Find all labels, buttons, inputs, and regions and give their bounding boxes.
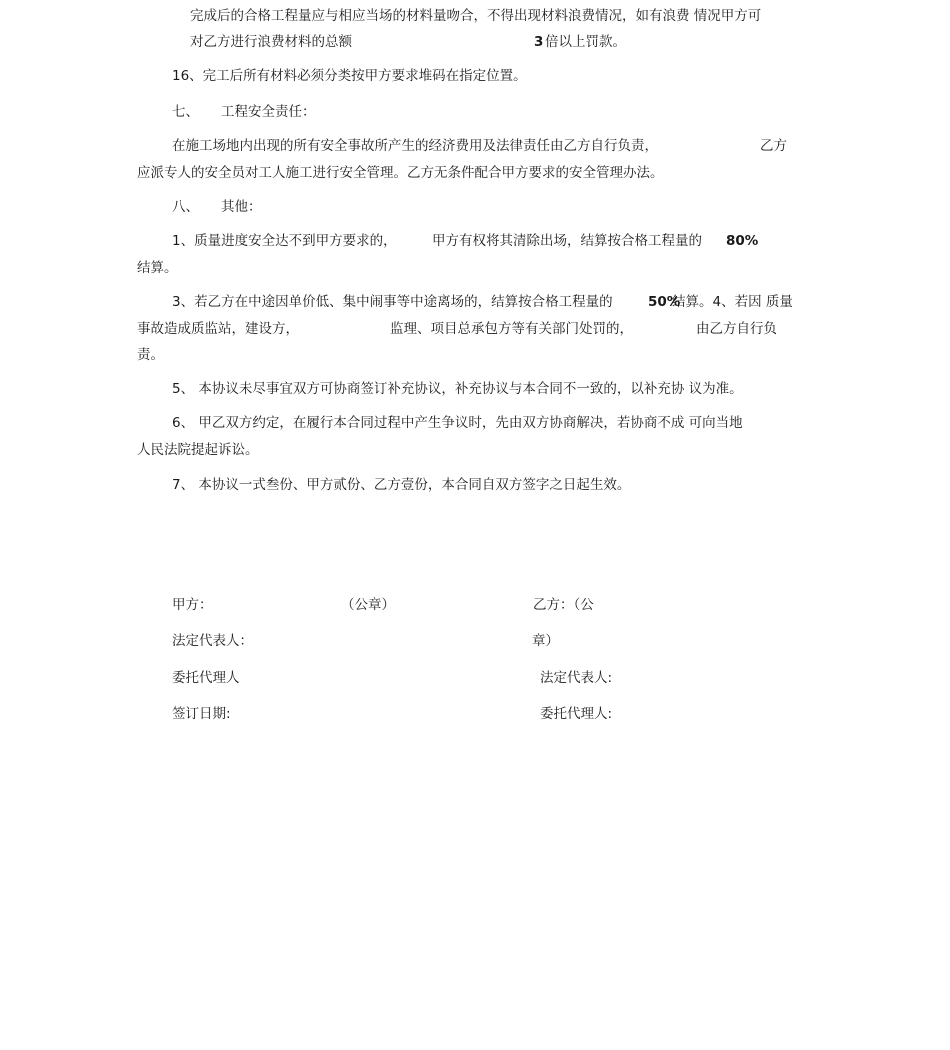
other-clause-4-end: 责。 xyxy=(137,347,164,363)
section-7-number: 七、 xyxy=(172,104,199,120)
section-7-title: 工程安全责任： xyxy=(221,104,316,120)
other-clause-6-line-1: 6、 甲乙双方约定，在履行本合同过程中产生争议时，先由双方协商解决，若协商不成 可向当地 xyxy=(172,415,743,431)
party-a-legal-representative: 法定代表人： xyxy=(172,633,253,649)
other-clause-3-percentage: 50% xyxy=(648,294,681,310)
clause-15-line-1: 完成后的合格工程量应与相应当场的材料量吻合，不得出现材料浪费情况，如有浪费 情况甲方可 xyxy=(190,8,762,24)
section-8-title: 其他： xyxy=(221,199,262,215)
party-a-agent: 委托代理人 xyxy=(172,670,240,686)
party-b-label: 乙方：（公 xyxy=(533,597,594,613)
section-8-number: 八、 xyxy=(172,199,199,215)
safety-clause-line-1: 在施工场地内出现的所有安全事故所产生的经济费用及法律责任由乙方自行负责， xyxy=(172,138,658,154)
other-clause-4-line-2-b: 监理、项目总承包方等有关部门处罚的， xyxy=(390,321,633,337)
other-clause-1-end: 结算。 xyxy=(137,260,178,276)
other-clause-1-part-1: 1、质量进度安全达不到甲方要求的， xyxy=(172,233,397,249)
clause-15-line-2-end: 倍以上罚款。 xyxy=(545,34,626,50)
other-clause-3-part-1: 3、若乙方在中途因单价低、集中闹事等中途离场的，结算按合格工程量的 xyxy=(172,294,613,310)
clause-15-line-2-text: 对乙方进行浪费材料的总额 xyxy=(190,34,352,50)
other-clause-3-part-2: 结算。4、若因 质量 xyxy=(672,294,793,310)
other-clause-1-part-2: 甲方有权将其清除出场，结算按合格工程量的 xyxy=(432,233,702,249)
signing-date: 签订日期: xyxy=(172,706,231,722)
party-b-seal-end: 章） xyxy=(532,633,559,649)
other-clause-5: 5、 本协议未尽事宜双方可协商签订补充协议，补充协议与本合同不一致的，以补充协 议为准。 xyxy=(172,381,743,397)
safety-clause-line-2: 应派专人的安全员对工人施工进行安全管理。乙方无条件配合甲方要求的安全管理办法。 xyxy=(137,165,664,181)
party-a-seal: （公章） xyxy=(341,597,395,613)
clause-16: 16、完工后所有材料必须分类按甲方要求堆码在指定位置。 xyxy=(172,68,527,84)
party-a-label: 甲方： xyxy=(172,597,213,613)
party-b-legal-representative: 法定代表人: xyxy=(540,670,613,686)
party-b-agent: 委托代理人: xyxy=(540,706,613,722)
clause-15-penalty-multiple: 3 xyxy=(534,34,544,50)
other-clause-4-line-2-c: 由乙方自行负 xyxy=(696,321,777,337)
other-clause-7: 7、 本协议一式叁份、甲方贰份、乙方壹份，本合同自双方签字之日起生效。 xyxy=(172,477,631,493)
safety-clause-line-1-end: 乙方 xyxy=(760,138,787,154)
other-clause-1-percentage: 80% xyxy=(726,233,759,249)
other-clause-6-line-2: 人民法院提起诉讼。 xyxy=(137,442,259,458)
other-clause-4-line-2-a: 事故造成质监站，建设方， xyxy=(137,321,299,337)
